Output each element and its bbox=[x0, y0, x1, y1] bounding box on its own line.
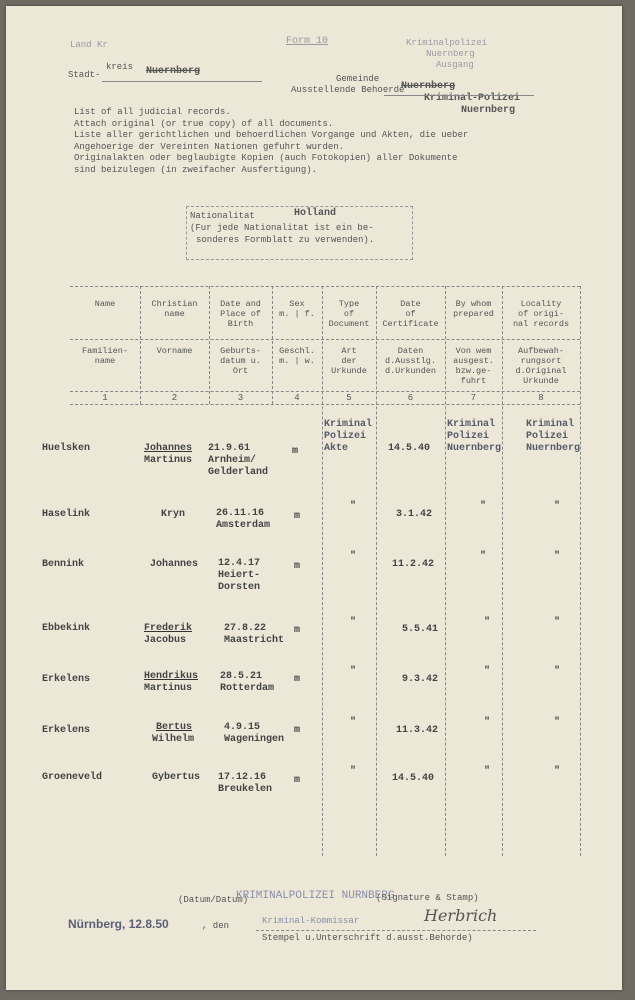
col-num: 7 bbox=[470, 393, 477, 403]
table-row-by: " bbox=[484, 617, 491, 628]
table-row-given1: Kryn bbox=[161, 509, 186, 520]
table-row-given1: Frederik bbox=[144, 623, 193, 634]
table-row-doc: " bbox=[350, 717, 357, 728]
footer-unterschrift-label: Stempel u.Unterschrift d.ausst.Behorde) bbox=[262, 933, 473, 943]
col-header-name-en: Name bbox=[94, 299, 116, 309]
stadt-value: Nuernberg bbox=[146, 66, 201, 77]
table-row-sex: m bbox=[294, 674, 301, 685]
col-header-locality-de: Aufbewah- rungsort d.Original Urkunde bbox=[515, 346, 567, 386]
faint-line-3: Ausgang bbox=[436, 60, 474, 70]
footer-signature-line bbox=[256, 930, 536, 931]
nationality-label: Nationalitat bbox=[190, 211, 255, 221]
col-header-bywhom-de: Von wem ausgest. bzw.ge- fuhrt bbox=[453, 346, 494, 386]
col-header-name-de: Familien- name bbox=[82, 346, 128, 366]
table-row-by: " bbox=[484, 766, 491, 777]
table-row-name: Huelsken bbox=[42, 443, 91, 454]
col-divider bbox=[580, 286, 581, 856]
table-row-doc: Kriminal Polizei Akte bbox=[324, 419, 373, 454]
table-row-loc: " bbox=[554, 617, 561, 628]
table-num-divider-bottom bbox=[70, 404, 580, 405]
table-row-sex: m bbox=[294, 561, 301, 572]
nationality-note-2: sonderes Formblatt zu verwenden). bbox=[196, 235, 375, 245]
table-row-given2: Jacobus bbox=[144, 635, 187, 646]
col-num: 6 bbox=[407, 393, 414, 403]
col-header-bywhom-en: By whom prepared bbox=[453, 299, 494, 319]
table-row-birth: 28.5.21 Rotterdam bbox=[220, 671, 275, 694]
table-row-date: 3.1.42 bbox=[396, 509, 433, 520]
col-header-type-en: Type of Document bbox=[328, 299, 370, 329]
behoerde-underline bbox=[384, 95, 534, 96]
table-row-doc: " bbox=[350, 617, 357, 628]
table-row-by: " bbox=[484, 717, 491, 728]
table-row-loc: Kriminal Polizei Nuernberg bbox=[526, 419, 581, 454]
table-row-doc: " bbox=[350, 666, 357, 677]
table-row-loc: " bbox=[554, 551, 561, 562]
col-num: 1 bbox=[102, 393, 108, 403]
table-row-given2: Wilhelm bbox=[152, 734, 195, 745]
table-row-by: " bbox=[480, 501, 487, 512]
table-row-given1: Johannes bbox=[144, 443, 193, 454]
col-header-date-de: Daten d.Ausstlg. d.Urkunden bbox=[384, 346, 436, 376]
table-row-given1: Bertus bbox=[156, 722, 193, 733]
table-row-by: " bbox=[484, 666, 491, 677]
document-page bbox=[6, 6, 622, 990]
table-row-date: 11.3.42 bbox=[396, 725, 439, 736]
table-row-birth: 17.12.16 Breukelen bbox=[218, 772, 273, 795]
col-header-type-de: Art der Urkunde bbox=[331, 346, 367, 376]
table-row-loc: " bbox=[554, 666, 561, 677]
kreis-label: kreis bbox=[106, 62, 134, 72]
table-row-by: Kriminal Polizei Nuernberg bbox=[447, 419, 502, 454]
col-header-sex-en: Sex m. | f. bbox=[279, 299, 315, 319]
col-header-sex-de: Geschl. m. | w. bbox=[279, 346, 315, 366]
table-row-given2: Martinus bbox=[144, 455, 193, 466]
footer-den-label: , den bbox=[202, 921, 230, 931]
behoerde-value-1: Nuernberg bbox=[401, 81, 456, 92]
stadt-label: Stadt- bbox=[68, 70, 101, 80]
table-row-birth: 21.9.61 Arnheim/ Gelderland bbox=[208, 443, 269, 478]
col-num: 3 bbox=[237, 393, 244, 403]
col-header-locality-en: Locality of origi- nal records bbox=[512, 299, 570, 329]
table-row-birth: 12.4.17 Heiert- Dorsten bbox=[218, 558, 261, 593]
nationality-note-1: (Fur jede Nationalitat ist ein be- bbox=[190, 223, 374, 233]
col-num: 2 bbox=[171, 393, 178, 403]
table-num-divider-top bbox=[70, 391, 580, 392]
col-num: 5 bbox=[346, 393, 352, 403]
table-row-date: 9.3.42 bbox=[402, 674, 439, 685]
table-row-name: Groeneveld bbox=[42, 772, 103, 783]
col-num: 4 bbox=[294, 393, 300, 403]
form-number: Form 10 bbox=[286, 36, 329, 47]
behoerde-label: Ausstellende Behoerde bbox=[291, 85, 405, 95]
col-header-christian-en: Christian name bbox=[151, 299, 198, 319]
table-row-name: Erkelens bbox=[42, 725, 91, 736]
table-row-by: " bbox=[480, 551, 487, 562]
table-row-birth: 26.11.16 Amsterdam bbox=[216, 508, 271, 531]
table-row-loc: " bbox=[554, 501, 561, 512]
faint-stamp-topright bbox=[406, 38, 487, 71]
table-row-name: Bennink bbox=[42, 559, 85, 570]
table-row-loc: " bbox=[554, 766, 561, 777]
table-row-doc: " bbox=[350, 551, 357, 562]
table-row-given1: Johannes bbox=[150, 559, 199, 570]
instruction-line: List of all judicial records. bbox=[74, 107, 231, 117]
table-row-sex: m bbox=[294, 511, 301, 522]
col-header-date-en: Date of Certificate bbox=[382, 299, 439, 329]
behoerde-value-3: Nuernberg bbox=[461, 105, 516, 116]
table-row-doc: " bbox=[350, 766, 357, 777]
table-row-given1: Hendrikus bbox=[144, 671, 199, 682]
footer-signature-label: (Signature & Stamp) bbox=[376, 893, 479, 903]
table-row-given1: Gybertus bbox=[152, 772, 201, 783]
table-header-divider bbox=[70, 339, 580, 340]
col-num: 8 bbox=[538, 393, 544, 403]
table-row-name: Haselink bbox=[42, 509, 91, 520]
table-row-date: 14.5.40 bbox=[392, 773, 435, 784]
table-row-given2: Martinus bbox=[144, 683, 193, 694]
table-row-sex: m bbox=[294, 725, 301, 736]
nationality-value: Holland bbox=[294, 208, 337, 219]
stadt-underline bbox=[102, 81, 262, 82]
faint-line-1: Kriminalpolizei bbox=[406, 38, 488, 48]
col-header-birth-en: Date and Place of Birth bbox=[220, 299, 261, 329]
instruction-line: Originalakten oder beglaubigte Kopien (auch Fotokopien) aller Dokumente bbox=[74, 153, 458, 163]
instructions-block bbox=[74, 107, 468, 176]
table-row-name: Ebbekink bbox=[42, 623, 91, 634]
table-row-doc: " bbox=[350, 501, 357, 512]
behoerde-value-2: Kriminal-Polizei bbox=[424, 93, 521, 104]
instruction-line: Liste aller gerichtlichen und behoerdlichen Vorgange und Akten, die ueber bbox=[74, 130, 469, 140]
instruction-line: sind beizulegen (in zweifacher Ausfertigung). bbox=[74, 164, 318, 175]
table-top-border bbox=[70, 286, 580, 287]
land-label: Land Kr bbox=[70, 40, 108, 50]
table-row-loc: " bbox=[554, 717, 561, 728]
footer-place-date: Nürnberg, 12.8.50 bbox=[68, 917, 169, 931]
table-row-name: Erkelens bbox=[42, 674, 91, 685]
table-row-birth: 27.8.22 Maastricht bbox=[224, 623, 285, 646]
table-row-date: 5.5.41 bbox=[402, 624, 439, 635]
table-row-sex: m bbox=[294, 625, 301, 636]
col-header-birth-de: Geburts- datum u. Ort bbox=[220, 346, 261, 376]
footer-police-stamp: KRIMINALPOLIZEI NURNBERG bbox=[236, 890, 395, 902]
gemeinde-label: Gemeinde bbox=[336, 74, 380, 84]
table-row-sex: m bbox=[294, 775, 301, 786]
table-row-date: 14.5.40 bbox=[388, 443, 431, 454]
footer-datum-label: (Datum/Datum) bbox=[178, 895, 249, 905]
footer-kriminal-line: Kriminal-Kommissar bbox=[262, 916, 360, 926]
table-row-birth: 4.9.15 Wageningen bbox=[224, 722, 285, 745]
footer-signature: Herbrich bbox=[424, 906, 498, 925]
faint-line-2: Nuernberg bbox=[426, 49, 475, 59]
instruction-line: Attach original (or true copy) of all documents. bbox=[74, 118, 334, 129]
table-row-date: 11.2.42 bbox=[392, 559, 435, 570]
instruction-line: Angehoerige der Vereinten Nationen gefuhrt wurden. bbox=[74, 141, 345, 152]
col-header-christian-de: Vorname bbox=[156, 346, 193, 356]
table-row-sex: m bbox=[292, 446, 299, 457]
